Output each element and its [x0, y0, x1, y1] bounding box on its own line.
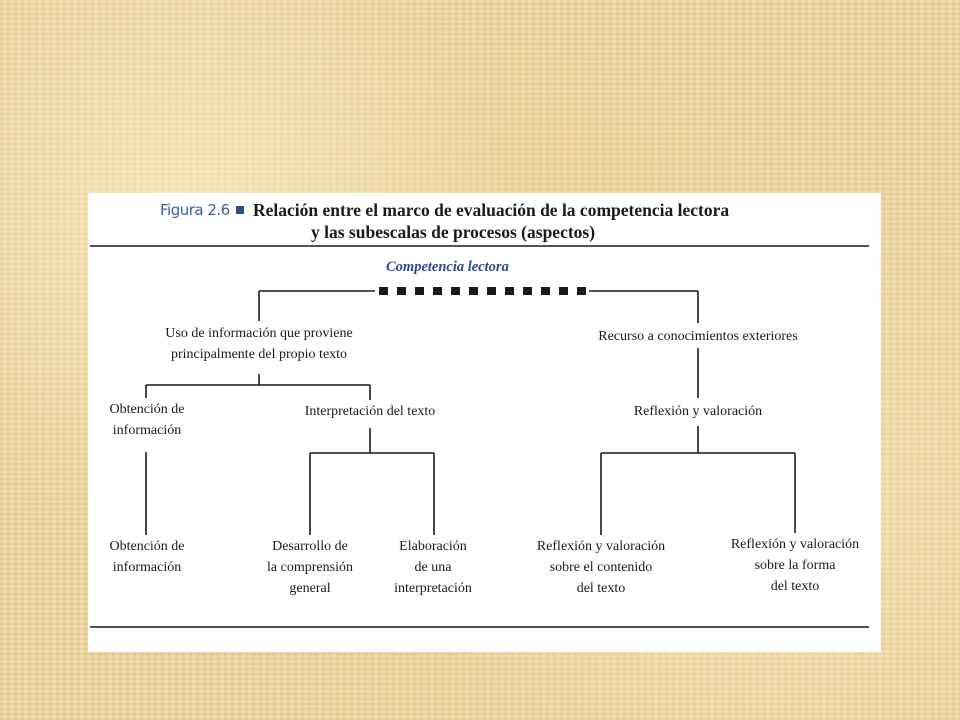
leaf-reflexion-contenido: Reflexión y valoración sobre el contenido del texto — [536, 539, 666, 596]
leaf-elaboracion-interpretacion: Elaboración de una interpretación — [394, 539, 472, 596]
node-obtencion-informacion: Obtención de información — [109, 402, 185, 438]
figure-panel — [88, 193, 881, 652]
figure-title-line1: Relación entre el marco de evaluación de la competencia lectora — [253, 200, 730, 220]
root-node: Competencia lectora — [386, 259, 509, 275]
leaf-desarrollo-comprension: Desarrollo de la comprensión general — [267, 539, 353, 596]
leaf-reflexion-forma: Reflexión y valoración sobre la forma del texto — [730, 537, 860, 594]
node-uso-informacion: Uso de información que proviene principalmente del propio texto — [165, 326, 353, 362]
node-recurso-conocimientos: Recurso a conocimientos exteriores — [598, 329, 798, 344]
figure-title-line2: y las subescalas de procesos (aspectos) — [311, 222, 596, 242]
figure-number: Figura 2.6 — [160, 201, 230, 219]
node-interpretacion-texto: Interpretación del texto — [304, 404, 436, 419]
node-reflexion-valoracion: Reflexión y valoración — [633, 404, 763, 419]
dashed-root-bar — [379, 287, 586, 295]
figure-square-marker — [236, 206, 244, 214]
leaf-obtencion-informacion: Obtención de información — [109, 539, 185, 575]
